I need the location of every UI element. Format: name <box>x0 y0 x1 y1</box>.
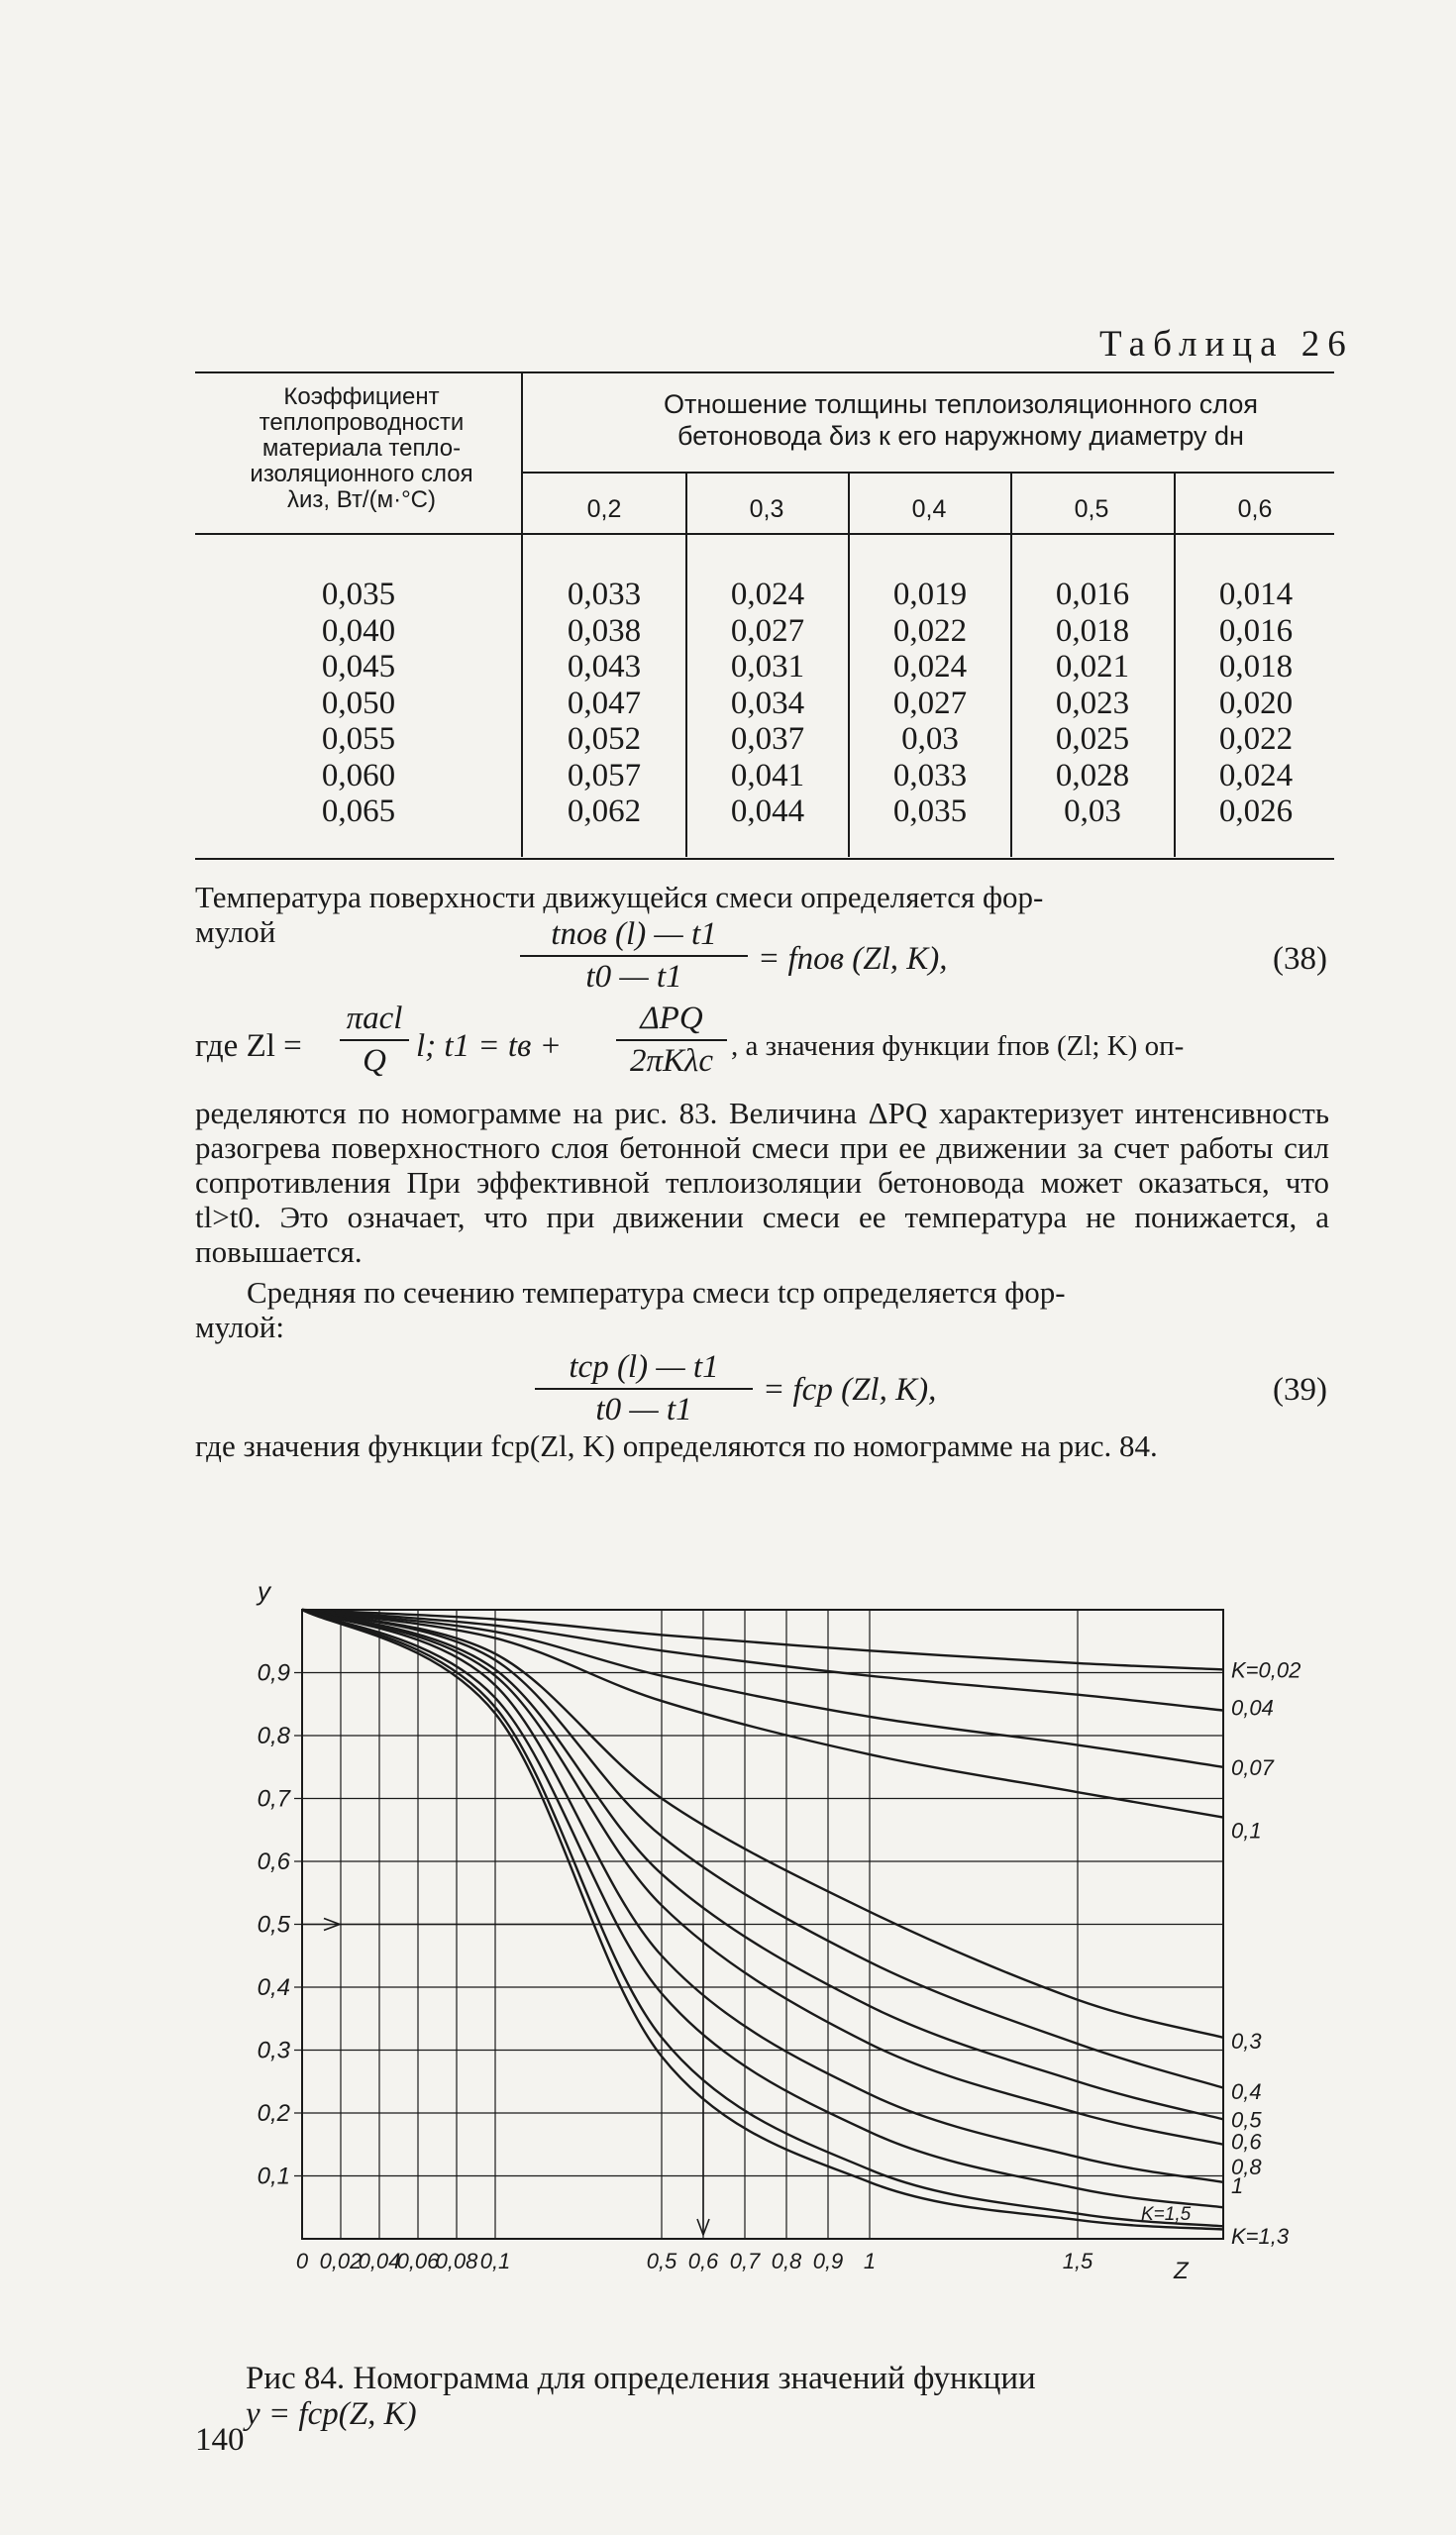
x-tick-label: 0 <box>295 2249 309 2273</box>
y-tick-label: 0,5 <box>257 1911 290 1939</box>
table-cell: 0,052 <box>567 721 642 757</box>
curve-label: 0,3 <box>1231 2028 1262 2054</box>
curve-0-3 <box>302 1610 1223 2038</box>
table-cell: 0,027 <box>730 612 805 649</box>
curve-label: K=1,3 <box>1231 2223 1290 2249</box>
curve-label: 0,1 <box>1231 1818 1262 1844</box>
zl-denominator: Q <box>363 1043 386 1079</box>
equation-38-denominator: t0 — t1 <box>585 959 682 995</box>
table-cell: 0,016 <box>1218 612 1294 649</box>
x-tick-label: 0,7 <box>729 2249 761 2273</box>
table-col-divider-3 <box>1010 474 1012 857</box>
curve-0-4 <box>302 1610 1223 2088</box>
t1-denominator: 2πKλc <box>630 1043 713 1079</box>
curve-K-1-3 <box>302 1610 1223 2229</box>
table-header-bottom-rule <box>195 533 1334 535</box>
table-column-values <box>1177 577 1335 830</box>
table-row-label: 0,060 <box>321 757 396 793</box>
equation-39-rhs: = fср (Zl, K), <box>763 1372 937 1408</box>
table-cell: 0,03 <box>1064 793 1121 829</box>
table-cell: 0,024 <box>892 649 968 685</box>
table-row-labels <box>279 577 438 830</box>
table-cell: 0,037 <box>730 721 805 757</box>
table-group-header: Отношение толщины теплоизоляционного слоя бетоновода δиз к его наружному диаметру dн <box>664 389 1258 451</box>
table-row-label: 0,045 <box>321 649 396 685</box>
table-column-values <box>525 577 683 830</box>
paragraph-4: где значения функции fср(Zl, K) определяются по номограмме на рис. 84. <box>195 1428 1158 1463</box>
y-tick-label: 0,4 <box>257 1974 290 2001</box>
curve-1 <box>302 1610 1223 2207</box>
table-cell: 0,028 <box>1055 757 1130 793</box>
y-tick-label: 0,7 <box>257 1785 290 1813</box>
paragraph-1-line-1: Температура поверхности движущейся смеси определяется фор- <box>195 880 1044 914</box>
curve-label: 0,5 <box>1231 2107 1262 2133</box>
table-col-header: 0,6 <box>1237 495 1273 523</box>
curve-0-6 <box>302 1610 1223 2145</box>
table-col-header: 0,3 <box>749 495 784 523</box>
table-col-divider-2 <box>848 474 850 857</box>
x-tick-label: 0,02 <box>319 2249 363 2273</box>
table-cell: 0,024 <box>730 577 805 612</box>
y-tick-label: 0,1 <box>257 2163 290 2190</box>
x-tick-label: 1,5 <box>1062 2249 1093 2273</box>
table-column-values <box>851 577 1009 830</box>
y-axis-label: y <box>258 1576 270 1606</box>
paragraph-3-line-2: мулой: <box>195 1310 284 1344</box>
table-row-label: 0,065 <box>321 793 396 829</box>
curve-K-1-5 <box>302 1610 1223 2226</box>
curve-label: K=0,02 <box>1231 1657 1301 1683</box>
y-tick-label: 0,9 <box>257 1659 290 1687</box>
table-cell: 0,033 <box>892 757 968 793</box>
where-line-label: где Zl = <box>195 1028 302 1064</box>
zl-numerator: πacl <box>340 1001 409 1041</box>
page-number: 140 <box>195 2422 245 2458</box>
figure-caption-line-2: y = fср(Z, K) <box>246 2396 417 2432</box>
paragraph-1-line-2: мулой <box>195 914 276 949</box>
table-row-label: 0,055 <box>321 721 396 757</box>
equation-38-fraction <box>520 916 748 996</box>
table-caption: Таблица 26 <box>1099 324 1354 365</box>
curve-label: 0,04 <box>1231 1695 1274 1721</box>
equation-38-rhs: = fпов (Zl, K), <box>758 941 948 977</box>
nomogram-chart <box>248 1560 1337 2353</box>
curve-label: 0,8 <box>1231 2154 1262 2179</box>
table-cell: 0,03 <box>901 721 959 757</box>
equation-38-numerator: tпов (l) — t1 <box>520 916 748 957</box>
table-row-label: 0,040 <box>321 612 396 649</box>
table-cell: 0,026 <box>1218 793 1294 829</box>
equation-38-number: (38) <box>1273 941 1327 977</box>
table-cell: 0,022 <box>1218 721 1294 757</box>
table-stub-divider <box>521 371 523 857</box>
table-cell: 0,031 <box>730 649 805 685</box>
equation-39-fraction <box>535 1349 753 1428</box>
table-cell: 0,024 <box>1218 757 1294 793</box>
table-cell: 0,018 <box>1055 612 1130 649</box>
curve-label: 0,4 <box>1231 2078 1262 2104</box>
y-tick-label: 0,6 <box>257 1848 290 1875</box>
table-cell: 0,023 <box>1055 685 1130 721</box>
x-axis-label: Z <box>1174 2258 1189 2284</box>
table-column-values <box>1013 577 1172 830</box>
x-tick-label: 0,06 <box>396 2249 440 2273</box>
paragraph-3-line-1: Средняя по сечению температура смеси tср определяется фор- <box>247 1275 1066 1310</box>
t1-numerator: ΔPQ <box>616 1001 727 1041</box>
table-cell: 0,044 <box>730 793 805 829</box>
where-line-end: , а значения функции fпов (Zl; K) оп- <box>731 1030 1185 1062</box>
where-line-middle: l; t1 = tв + <box>416 1028 562 1064</box>
equation-39-numerator: tср (l) — t1 <box>535 1349 753 1390</box>
table-col-divider-4 <box>1174 474 1176 857</box>
table-cell: 0,047 <box>567 685 642 721</box>
table-cell: 0,021 <box>1055 649 1130 685</box>
table-cell: 0,033 <box>567 577 642 612</box>
curve-label: 1 <box>1231 2173 1244 2199</box>
table-cell: 0,038 <box>567 612 642 649</box>
table-row-label: 0,035 <box>321 577 396 612</box>
y-tick-label: 0,2 <box>257 2100 290 2127</box>
x-tick-label: 0,5 <box>646 2249 677 2273</box>
x-tick-label: 0,08 <box>435 2249 478 2273</box>
x-tick-label: 0,6 <box>687 2249 719 2273</box>
table-col-divider-1 <box>685 474 687 857</box>
x-tick-label: 0,9 <box>812 2249 844 2273</box>
table-cell: 0,057 <box>567 757 642 793</box>
table-cell: 0,014 <box>1218 577 1294 612</box>
table-cell: 0,034 <box>730 685 805 721</box>
table-col-header: 0,2 <box>586 495 622 523</box>
table-cell: 0,035 <box>892 793 968 829</box>
t1-fraction <box>616 1001 727 1080</box>
table-col-header: 0,4 <box>911 495 947 523</box>
table-cell: 0,043 <box>567 649 642 685</box>
y-tick-label: 0,8 <box>257 1723 290 1749</box>
table-col-header: 0,5 <box>1074 495 1109 523</box>
table-column-values <box>688 577 847 830</box>
equation-39-denominator: t0 — t1 <box>595 1392 692 1427</box>
curve-label: K=1,5 <box>1141 2203 1192 2225</box>
table-bottom-rule <box>195 858 1334 860</box>
table-header-mid-rule <box>523 472 1334 474</box>
x-tick-label: 0,8 <box>771 2249 802 2273</box>
curve-0-5 <box>302 1610 1223 2119</box>
curve-label: 0,07 <box>1231 1754 1274 1780</box>
table-cell: 0,020 <box>1218 685 1294 721</box>
y-tick-label: 0,3 <box>257 2037 290 2064</box>
equation-39-number: (39) <box>1273 1372 1327 1408</box>
table-cell: 0,022 <box>892 612 968 649</box>
x-tick-label: 0,1 <box>479 2249 511 2273</box>
table-cell: 0,027 <box>892 685 968 721</box>
table-row-label: 0,050 <box>321 685 396 721</box>
x-tick-label: 0,04 <box>358 2249 401 2273</box>
table-cell: 0,062 <box>567 793 642 829</box>
figure-caption-line-1: Рис 84. Номограмма для определения значений функции <box>246 2361 1036 2396</box>
x-tick-label: 1 <box>863 2249 877 2273</box>
curve-label: 0,6 <box>1231 2129 1262 2155</box>
table-stub-header: Коэффициент теплопроводности материала тепло- изоляционного слоя λиз, Вт/(м·°С) <box>250 383 473 513</box>
paragraph-2: ределяются по номограмме на рис. 83. Величина ΔPQ характеризует интенсивность разогрева поверхностного слоя бетонной смеси при ее движении за счет работы сил сопротивления При эффективной теплоизоляции бетоновода может оказаться, что tl>t0. Это означает, что при движении смеси ее температура не понижается, а повышается. <box>195 1096 1329 1269</box>
table-cell: 0,025 <box>1055 721 1130 757</box>
table-top-rule <box>195 371 1334 373</box>
table-cell: 0,019 <box>892 577 968 612</box>
table-cell: 0,041 <box>730 757 805 793</box>
table-cell: 0,018 <box>1218 649 1294 685</box>
figure-caption <box>246 2361 1325 2432</box>
zl-fraction <box>340 1001 409 1080</box>
table-cell: 0,016 <box>1055 577 1130 612</box>
